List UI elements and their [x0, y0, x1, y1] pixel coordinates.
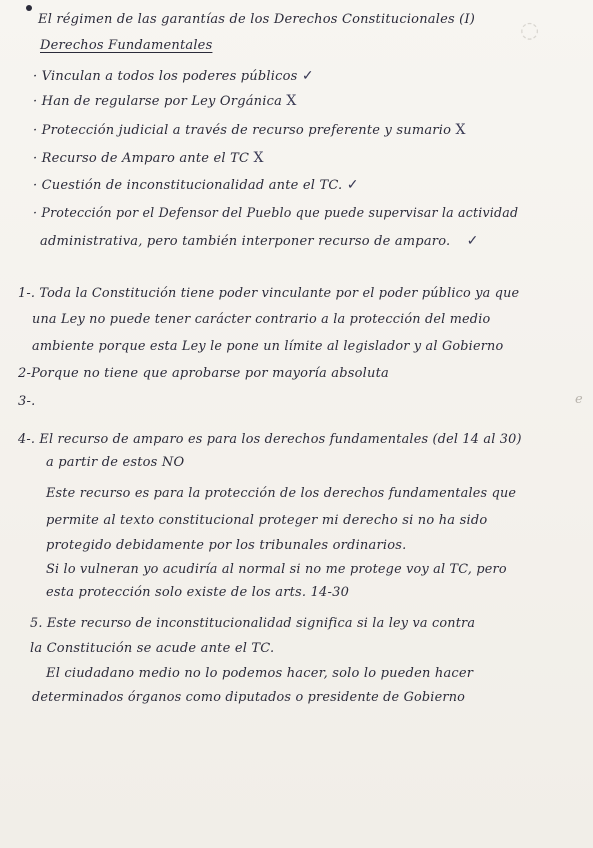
check-mark: ✓: [346, 177, 359, 193]
bullet-item: [33, 150, 264, 166]
answer-line: 2-Porque no tiene que aprobarse por mayoría absoluta: [18, 366, 389, 381]
bullet-text: · Protección judicial a través de recurso preferente y sumario: [33, 123, 452, 138]
bullet-text: · Recurso de Amparo ante el TC: [33, 151, 250, 166]
bleed-through-mark: ◌: [520, 18, 540, 43]
answer-line: 3-.: [18, 394, 36, 409]
answer-line: protegido debidamente por los tribunales ordinarios.: [46, 538, 407, 553]
answer-line: una Ley no puede tener carácter contrario a la protección del medio: [32, 312, 491, 327]
answer-line: 1-. Toda la Constitución tiene poder vinculante por el poder público ya que: [18, 286, 520, 301]
bullet-item: [40, 233, 479, 249]
answer-line: esta protección solo existe de los arts. 14-30: [46, 585, 350, 600]
answer-line: a partir de estos NO: [46, 455, 185, 470]
answer-line: ambiente porque esta Ley le pone un límite al legislador y al Gobierno: [32, 339, 504, 354]
bullet-text: · Vinculan a todos los poderes públicos: [33, 69, 298, 84]
bullet-item: [33, 93, 297, 109]
bullet-dot: [26, 5, 32, 11]
page-title: El régimen de las garantías de los Derechos Constitucionales (I): [38, 12, 476, 27]
bullet-text: · Han de regularse por Ley Orgánica: [33, 94, 283, 109]
check-mark: ✓: [466, 233, 479, 249]
answer-line: determinados órganos como diputados o presidente de Gobierno: [32, 690, 466, 705]
answer-line: la Constitución se acude ante el TC.: [30, 641, 275, 656]
bullet-text: · Protección por el Defensor del Pueblo que puede supervisar la actividad: [33, 205, 519, 220]
cross-mark: X: [455, 122, 466, 138]
bullet-item: [33, 68, 314, 84]
answer-line: permite al texto constitucional proteger mi derecho si no ha sido: [46, 513, 488, 528]
answer-line: Si lo vulneran yo acudiría al normal si no me protege voy al TC, pero: [46, 562, 507, 577]
answer-line: 4-. El recurso de amparo es para los derechos fundamentales (del 14 al 30): [18, 432, 522, 447]
answer-line: 5. Este recurso de inconstitucionalidad significa si la ley va contra: [30, 616, 476, 631]
bleed-through-mark: e: [575, 392, 583, 407]
bullet-item: [33, 177, 359, 193]
section-subtitle: Derechos Fundamentales: [40, 38, 213, 53]
answer-line: Este recurso es para la protección de los derechos fundamentales que: [46, 486, 517, 501]
bullet-text: · Cuestión de inconstitucionalidad ante el TC.: [33, 178, 343, 193]
bullet-item: [33, 122, 466, 138]
cross-mark: X: [253, 150, 264, 166]
answer-line: El ciudadano medio no lo podemos hacer, solo lo pueden hacer: [46, 666, 474, 681]
bullet-text: administrativa, pero también interponer recurso de amparo.: [40, 234, 451, 249]
bullet-item: [33, 205, 518, 221]
cross-mark: X: [286, 93, 297, 109]
check-mark: ✓: [301, 68, 314, 84]
